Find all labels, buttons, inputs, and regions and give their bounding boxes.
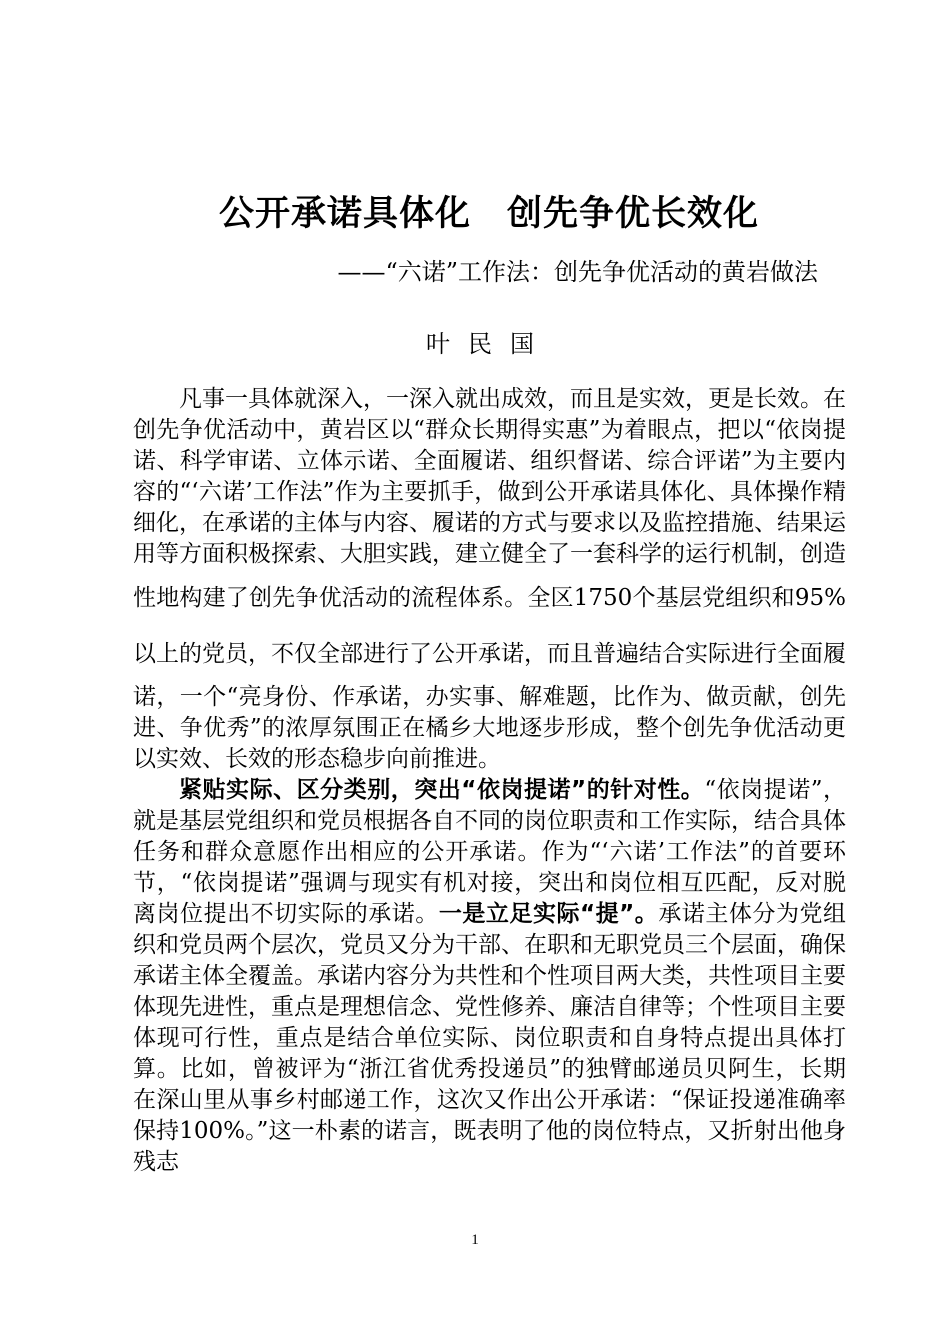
paragraph-section-1 <box>133 775 846 1178</box>
document-title: 公开承诺具体化 创先争优长效化 <box>218 193 759 234</box>
author-name: 叶民国 <box>426 330 552 358</box>
document-subtitle: ——“六诺”工作法：创先争优活动的黄岩做法 <box>337 258 818 286</box>
intro-text-part1: 凡事一具体就深入，一深入就出成效，而且是实效，更是长效。在创先争优活动中，黄岩区以“群众长期得实惠”为着眼点，把以“依岗提诺、科学审诺、立体示诺、全面履诺、组织督诺、综合评诺”为主要内容的“‘六诺’工作法”作为主要抓手，做到公开承诺具体化、具体操作精细化，在承诺的主体与内容、履诺的方式与要求以及监控措施、结果运用等方面积极探索、大胆实践，建立健全了一套科学的运行机制，创造 <box>133 386 846 567</box>
intro-text-part2: 性地构建了创先争优活动的流程体系。全区1750个基层党组织和95%以上的党员，不仅全部进行了公开承诺，而且普遍结 <box>133 585 846 667</box>
paragraph-intro <box>133 384 846 775</box>
section-text-2: 承诺主体分为党组织和党员两个层次，党员又分为干部、在职和无职党员三个层面，确保承诺主体全覆盖。承诺内容分为共性和个性项目两大类，共性项目主要体现先进性，重点是理想信念、党性修养、廉洁自律等；个性项目主要体现可行性，重点是结合单位实际、岗位职责和自身特点提出具体打算。比如，曾被评为“浙江省优秀投递员”的独臂邮递员贝阿生，长期在深山里从事乡村邮递工作，这次又作出公开承诺：“保证投递准确率保持100%。”这一朴素的诺言，既表明了他的岗位特点，又折射出他身残志 <box>133 901 847 1175</box>
document-body <box>133 384 846 1178</box>
section-heading: 紧贴实际、区分类别，突出“依岗提诺”的针对性。 <box>179 777 705 803</box>
page-number: 1 <box>471 1232 479 1248</box>
section-subheading: 一是立足实际“提”。 <box>438 901 659 927</box>
section-text-1: “依岗提诺”，就是基层党组织和党员根据各自不同的岗位职责和工作实际，结合具体任务和群众意愿作出相应的公开承诺。作为“‘六诺’工作法”的首要环节，“依岗提诺”强调与现实有机对接，突出和岗位相互匹配，反对脱离岗位提出不切实际的承诺。 <box>133 777 846 927</box>
intro-text-part3: 合实际进行全面履诺，一个“亮身份、作承诺，办实事、解难题，比作为、做贡献，创先进、争优秀”的浓厚氛围正在橘乡大地逐步形成，整个创先争优活动更以实效、长效的形态稳步向前推进。 <box>133 641 846 772</box>
